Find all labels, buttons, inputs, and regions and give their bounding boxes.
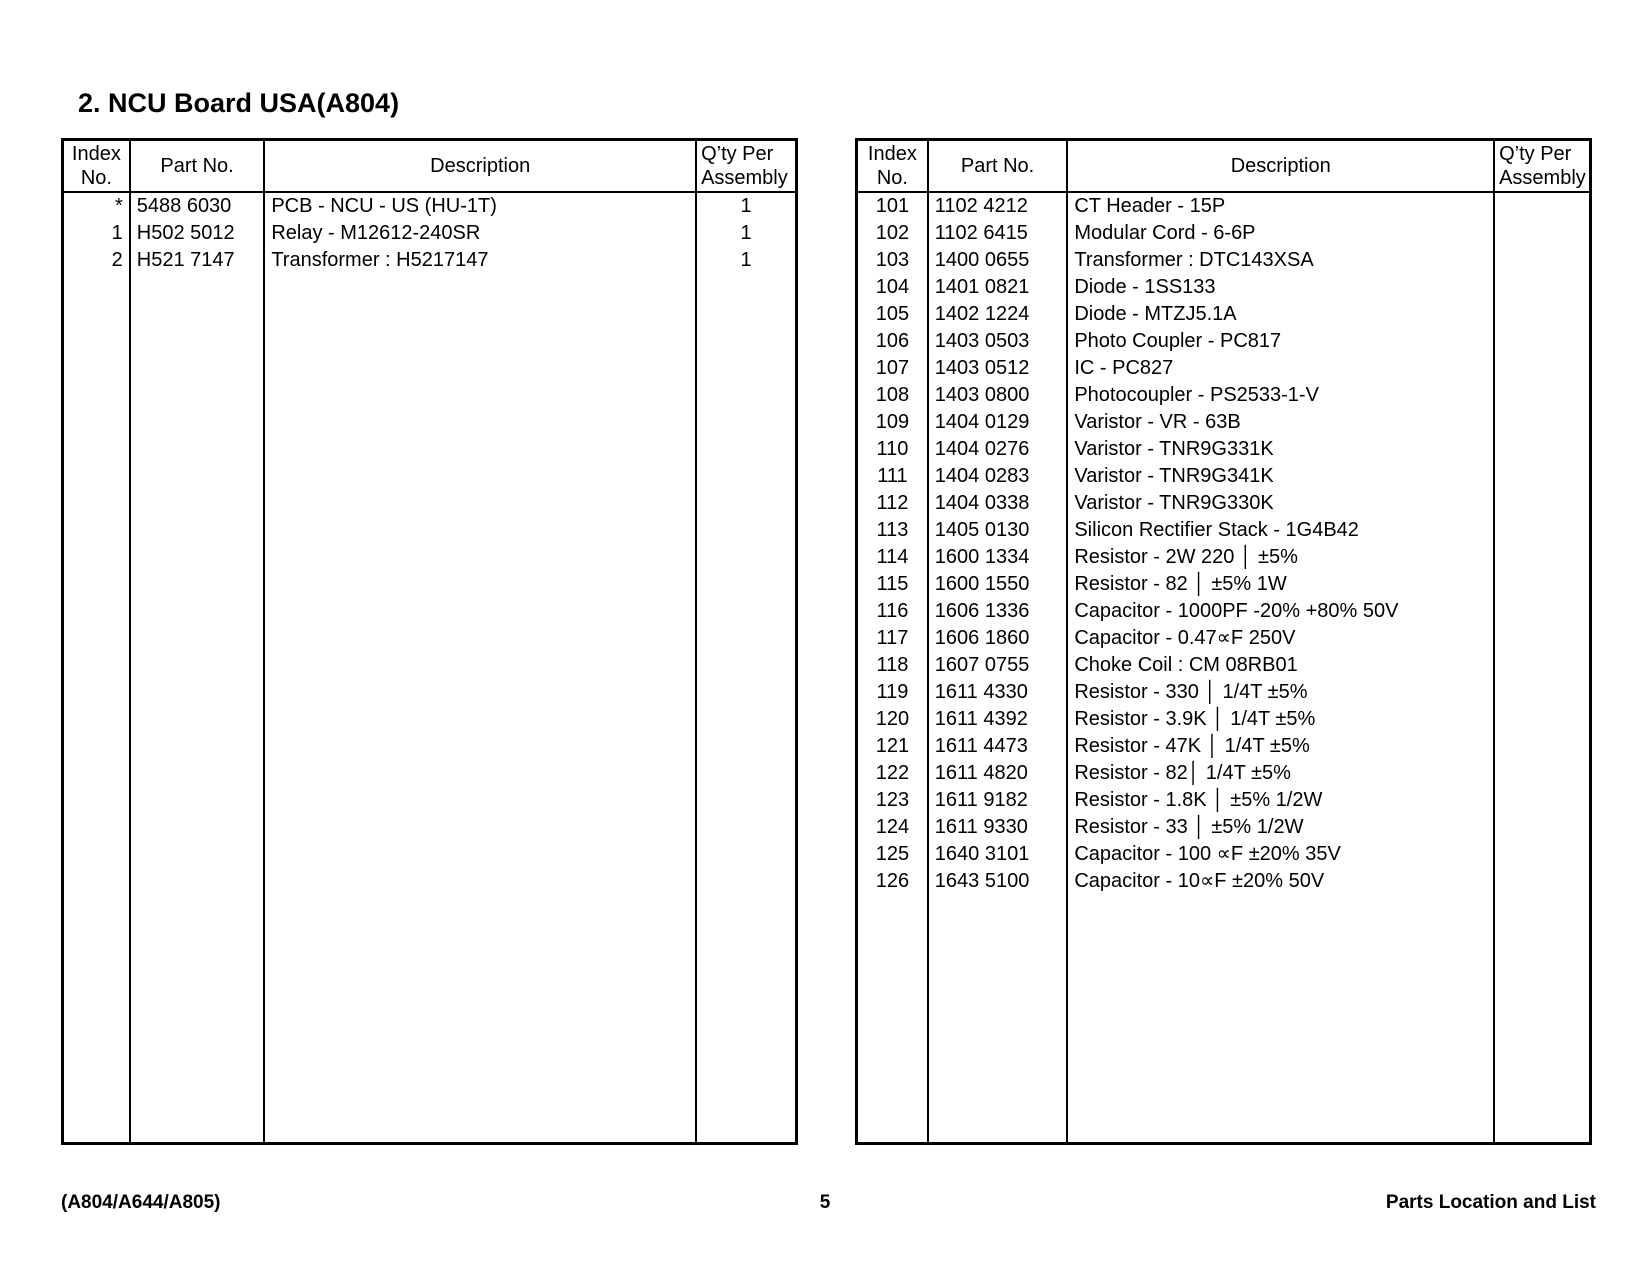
- cell-description: PCB - NCU - US (HU-1T): [264, 192, 696, 220]
- table-row: [857, 220, 1591, 247]
- cell-part-no: H521 7147: [130, 247, 265, 274]
- empty-cell: [928, 895, 1068, 1144]
- empty-cell: [130, 274, 265, 1144]
- cell-qty: [1494, 409, 1590, 436]
- table-row: [857, 192, 1591, 220]
- cell-qty: [1494, 436, 1590, 463]
- cell-qty: [1494, 517, 1590, 544]
- empty-cell: [1067, 895, 1494, 1144]
- cell-description: Capacitor - 0.47∝F 250V: [1067, 625, 1494, 652]
- cell-description: Varistor - TNR9G331K: [1067, 436, 1494, 463]
- cell-index-no: 119: [857, 679, 928, 706]
- empty-cell: [264, 274, 696, 1144]
- cell-part-no: 1102 4212: [928, 192, 1068, 220]
- cell-description: CT Header - 15P: [1067, 192, 1494, 220]
- header-description: Description: [264, 140, 696, 193]
- cell-part-no: 1611 4330: [928, 679, 1068, 706]
- footer-page-number: 5: [819, 1192, 831, 1213]
- cell-description: Resistor - 82 │ ±5% 1W: [1067, 571, 1494, 598]
- cell-description: Varistor - TNR9G341K: [1067, 463, 1494, 490]
- cell-qty: [1494, 355, 1590, 382]
- cell-description: Diode - MTZJ5.1A: [1067, 301, 1494, 328]
- header-qty-per-assembly: Q’ty Per Assembly: [696, 140, 796, 193]
- cell-description: Choke Coil : CM 08RB01: [1067, 652, 1494, 679]
- cell-qty: [1494, 571, 1590, 598]
- cell-description: Resistor - 33 │ ±5% 1/2W: [1067, 814, 1494, 841]
- cell-qty: [1494, 247, 1590, 274]
- cell-index-no: 104: [857, 274, 928, 301]
- table-row: [857, 355, 1591, 382]
- table-row: [857, 787, 1591, 814]
- header-index-no: Index No.: [63, 140, 130, 193]
- cell-part-no: 1611 9182: [928, 787, 1068, 814]
- cell-index-no: 115: [857, 571, 928, 598]
- cell-qty: [1494, 192, 1590, 220]
- table-header-row: [63, 140, 797, 193]
- cell-index-no: 103: [857, 247, 928, 274]
- empty-cell: [857, 895, 928, 1144]
- page-title: 2. NCU Board USA(A804): [78, 88, 400, 118]
- header-index-no: Index No.: [857, 140, 928, 193]
- table-row: [857, 490, 1591, 517]
- cell-qty: [1494, 841, 1590, 868]
- cell-description: Capacitor - 1000PF -20% +80% 50V: [1067, 598, 1494, 625]
- cell-part-no: 1611 4473: [928, 733, 1068, 760]
- cell-qty: 1: [696, 220, 796, 247]
- cell-qty: 1: [696, 247, 796, 274]
- table-row: [857, 382, 1591, 409]
- cell-qty: [1494, 868, 1590, 895]
- cell-part-no: 1607 0755: [928, 652, 1068, 679]
- cell-index-no: 116: [857, 598, 928, 625]
- cell-index-no: 114: [857, 544, 928, 571]
- cell-qty: [1494, 463, 1590, 490]
- cell-qty: [1494, 382, 1590, 409]
- cell-description: Varistor - TNR9G330K: [1067, 490, 1494, 517]
- cell-description: Photo Coupler - PC817: [1067, 328, 1494, 355]
- cell-part-no: 1600 1334: [928, 544, 1068, 571]
- table-row: [63, 220, 797, 247]
- table-row: [857, 301, 1591, 328]
- cell-part-no: H502 5012: [130, 220, 265, 247]
- cell-description: Diode - 1SS133: [1067, 274, 1494, 301]
- cell-qty: [1494, 706, 1590, 733]
- cell-qty: [1494, 733, 1590, 760]
- cell-description: Resistor - 2W 220 │ ±5%: [1067, 544, 1494, 571]
- cell-qty: [1494, 598, 1590, 625]
- table-row: [63, 247, 797, 274]
- table-row: [857, 544, 1591, 571]
- empty-cell: [1494, 895, 1590, 1144]
- cell-qty: [1494, 625, 1590, 652]
- cell-index-no: 121: [857, 733, 928, 760]
- footer-model-codes: (A804/A644/A805): [61, 1192, 221, 1213]
- table-row: [857, 652, 1591, 679]
- table-row: [857, 598, 1591, 625]
- cell-qty: [1494, 544, 1590, 571]
- cell-part-no: 1611 4820: [928, 760, 1068, 787]
- table-filler-row: [63, 274, 797, 1144]
- cell-index-no: 105: [857, 301, 928, 328]
- cell-index-no: 124: [857, 814, 928, 841]
- cell-qty: [1494, 301, 1590, 328]
- parts-table-right: [855, 138, 1592, 1145]
- cell-qty: [1494, 220, 1590, 247]
- cell-qty: [1494, 814, 1590, 841]
- table-row: [857, 706, 1591, 733]
- cell-index-no: 122: [857, 760, 928, 787]
- empty-cell: [696, 274, 796, 1144]
- cell-index-no: 117: [857, 625, 928, 652]
- cell-description: Varistor - VR - 63B: [1067, 409, 1494, 436]
- table-row: [857, 814, 1591, 841]
- cell-index-no: 110: [857, 436, 928, 463]
- table-filler-row: [857, 895, 1591, 1144]
- cell-part-no: 1400 0655: [928, 247, 1068, 274]
- table-header-row: [857, 140, 1591, 193]
- cell-part-no: 1404 0338: [928, 490, 1068, 517]
- cell-index-no: 126: [857, 868, 928, 895]
- cell-index-no: 118: [857, 652, 928, 679]
- cell-part-no: 1102 6415: [928, 220, 1068, 247]
- cell-index-no: 109: [857, 409, 928, 436]
- cell-part-no: 1606 1336: [928, 598, 1068, 625]
- cell-part-no: 1404 0129: [928, 409, 1068, 436]
- cell-description: Resistor - 3.9K │ 1/4T ±5%: [1067, 706, 1494, 733]
- cell-part-no: 1401 0821: [928, 274, 1068, 301]
- table-row: [857, 733, 1591, 760]
- cell-part-no: 1600 1550: [928, 571, 1068, 598]
- cell-qty: [1494, 274, 1590, 301]
- cell-part-no: 1404 0276: [928, 436, 1068, 463]
- cell-qty: [1494, 787, 1590, 814]
- cell-index-no: 101: [857, 192, 928, 220]
- cell-qty: [1494, 652, 1590, 679]
- cell-index-no: 1: [63, 220, 130, 247]
- cell-part-no: 1611 4392: [928, 706, 1068, 733]
- cell-description: Transformer : DTC143XSA: [1067, 247, 1494, 274]
- cell-description: Capacitor - 100 ∝F ±20% 35V: [1067, 841, 1494, 868]
- cell-index-no: 120: [857, 706, 928, 733]
- table-row: [857, 463, 1591, 490]
- cell-description: Transformer : H5217147: [264, 247, 696, 274]
- cell-index-no: 2: [63, 247, 130, 274]
- header-qty-per-assembly: Q’ty Per Assembly: [1494, 140, 1590, 193]
- table-row: [857, 571, 1591, 598]
- table-row: [857, 868, 1591, 895]
- parts-table-left: [61, 138, 798, 1145]
- cell-part-no: 1403 0503: [928, 328, 1068, 355]
- cell-part-no: 1403 0800: [928, 382, 1068, 409]
- table-row: [857, 760, 1591, 787]
- cell-qty: [1494, 328, 1590, 355]
- table-row: [63, 192, 797, 220]
- cell-index-no: 112: [857, 490, 928, 517]
- table-row: [857, 409, 1591, 436]
- cell-part-no: 5488 6030: [130, 192, 265, 220]
- cell-qty: 1: [696, 192, 796, 220]
- cell-description: Resistor - 47K │ 1/4T ±5%: [1067, 733, 1494, 760]
- table-row: [857, 328, 1591, 355]
- cell-part-no: 1402 1224: [928, 301, 1068, 328]
- cell-description: Resistor - 82│ 1/4T ±5%: [1067, 760, 1494, 787]
- table-row: [857, 247, 1591, 274]
- cell-description: IC - PC827: [1067, 355, 1494, 382]
- parts-table-right-body: [857, 192, 1591, 1144]
- cell-description: Modular Cord - 6-6P: [1067, 220, 1494, 247]
- parts-table-left-body: [63, 192, 797, 1144]
- cell-description: Photocoupler - PS2533-1-V: [1067, 382, 1494, 409]
- cell-index-no: 123: [857, 787, 928, 814]
- cell-qty: [1494, 490, 1590, 517]
- cell-part-no: 1405 0130: [928, 517, 1068, 544]
- cell-qty: [1494, 679, 1590, 706]
- cell-index-no: 111: [857, 463, 928, 490]
- cell-index-no: 106: [857, 328, 928, 355]
- cell-index-no: 108: [857, 382, 928, 409]
- cell-description: Resistor - 1.8K │ ±5% 1/2W: [1067, 787, 1494, 814]
- table-row: [857, 679, 1591, 706]
- cell-index-no: 125: [857, 841, 928, 868]
- table-row: [857, 436, 1591, 463]
- cell-qty: [1494, 760, 1590, 787]
- cell-part-no: 1611 9330: [928, 814, 1068, 841]
- cell-index-no: 102: [857, 220, 928, 247]
- cell-index-no: *: [63, 192, 130, 220]
- table-row: [857, 517, 1591, 544]
- header-description: Description: [1067, 140, 1494, 193]
- cell-part-no: 1643 5100: [928, 868, 1068, 895]
- cell-part-no: 1404 0283: [928, 463, 1068, 490]
- cell-part-no: 1640 3101: [928, 841, 1068, 868]
- table-row: [857, 841, 1591, 868]
- cell-part-no: 1403 0512: [928, 355, 1068, 382]
- cell-description: Relay - M12612-240SR: [264, 220, 696, 247]
- cell-description: Silicon Rectifier Stack - 1G4B42: [1067, 517, 1494, 544]
- header-part-no: Part No.: [130, 140, 265, 193]
- header-part-no: Part No.: [928, 140, 1068, 193]
- cell-index-no: 113: [857, 517, 928, 544]
- cell-index-no: 107: [857, 355, 928, 382]
- table-row: [857, 625, 1591, 652]
- footer-section-title: Parts Location and List: [1385, 1192, 1596, 1213]
- cell-part-no: 1606 1860: [928, 625, 1068, 652]
- empty-cell: [63, 274, 130, 1144]
- cell-description: Resistor - 330 │ 1/4T ±5%: [1067, 679, 1494, 706]
- table-row: [857, 274, 1591, 301]
- cell-description: Capacitor - 10∝F ±20% 50V: [1067, 868, 1494, 895]
